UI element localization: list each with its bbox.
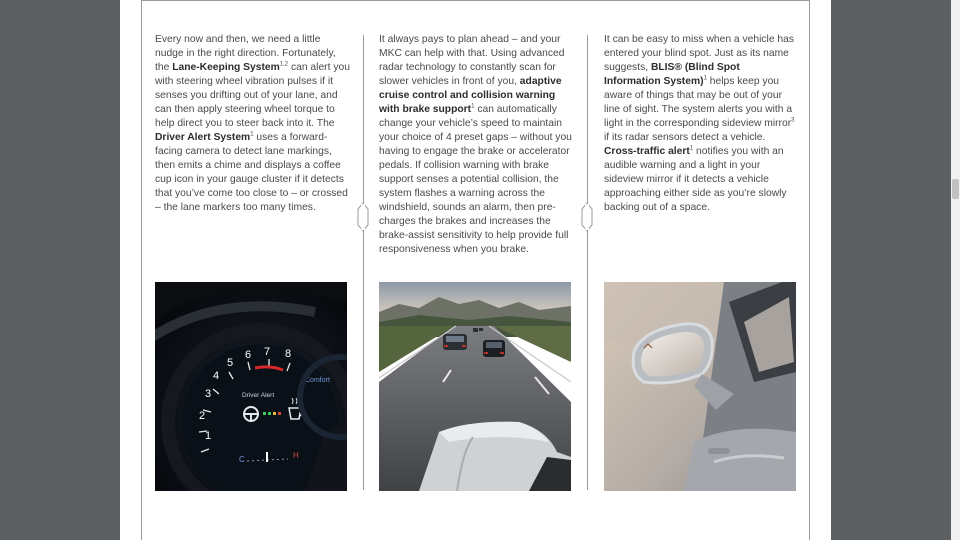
footnote-marker: 1 (250, 131, 254, 138)
body-text: if its radar sensors detect a vehicle. (604, 132, 766, 143)
gauge-tick-7: 7 (264, 346, 271, 358)
gauge-tick-2: 2 (199, 410, 206, 422)
footnote-marker: 1,2 (279, 61, 289, 68)
sideview-mirror-photo (604, 282, 796, 491)
gauge-tick-8: 8 (285, 348, 292, 360)
footnote-marker: 1 (703, 75, 707, 82)
temp-cold-label: C (239, 455, 245, 464)
body-text: can automatically change your vehicle’s speed to maintain your choice of 4 preset gaps – without you having to engage the brake or accelerator pedals. If collision warning with brake support senses a potential collision, the system flashes a warning across the windshield, sounds an alarm, then pre-charges the brakes and increases the brake-assist sensitivity to help provide full responsiveness when you brake. (379, 104, 572, 255)
comfort-label: Comfort (305, 377, 330, 384)
highway-traffic-photo (379, 282, 571, 491)
vertical-scrollbar[interactable] (951, 0, 960, 540)
body-text: helps keep you aware of things that may be out of your line of sight. The system alerts you with a light in the corresponding sideview mirror (604, 76, 793, 129)
body-text: Every now and then, we need a little nudge in the right direction. Fortunately, the (155, 34, 336, 73)
body-text: notifies you with an audible warning and a light in your sideview mirror if it detects a vehicle approaching either side as you’re slowly backing out of a space. (604, 146, 787, 213)
gauge-tick-3: 3 (205, 388, 212, 400)
body-text: It can be easy to miss when a vehicle has entered your blind spot. Just as its name suggests, (604, 34, 795, 73)
body-text: uses a forward-facing camera to detect lane markings, then emits a chime and displays a coffee cup icon in your gauge cluster if it detects that you’ve come too close to – or crossed – the lane markers too many times. (155, 132, 348, 213)
feature-name: Driver Alert System (155, 132, 251, 143)
body-text: It always pays to plan ahead – and your MKC can help with that. Using advanced radar technology to constantly scan for slower vehicles in front of you, (379, 34, 565, 87)
gauge-cluster-photo (155, 282, 347, 491)
car-ahead-left (443, 334, 467, 350)
gauge-tick-5: 5 (227, 357, 234, 369)
column-divider-1 (363, 35, 364, 490)
gauge-tick-1: 1 (205, 430, 212, 442)
blis-column-text (604, 33, 799, 215)
footnote-marker: 3 (791, 117, 795, 124)
feature-name: Lane-Keeping System (172, 62, 280, 73)
gauge-tick-4: 4 (213, 370, 220, 382)
feature-name: BLIS® (Blind Spot Information System) (604, 62, 740, 87)
feature-name: adaptive cruise control and collision warning with brake support (379, 76, 562, 115)
driver-alert-label: Driver Alert (242, 392, 275, 399)
scrollbar-thumb[interactable] (952, 179, 959, 199)
car-ahead-right (483, 340, 505, 357)
body-text: can alert you with steering wheel vibration pulses if it senses you drifting out of your lane, and can then apply steering wheel torque to help direct you to steer back into it. The (155, 62, 350, 129)
divider-notch-2 (581, 203, 593, 231)
lane-keeping-column-text (155, 33, 350, 215)
temp-hot-label: H (293, 451, 299, 460)
feature-name: Cross-traffic alert (604, 146, 690, 157)
gauge-tick-6: 6 (245, 349, 252, 361)
column-divider-2 (587, 35, 588, 490)
footnote-marker: 1 (689, 145, 694, 152)
page-top-rule (141, 0, 810, 1)
divider-notch-1 (357, 203, 369, 231)
footnote-marker: 1 (471, 103, 475, 110)
adaptive-cruise-column-text (379, 33, 574, 257)
